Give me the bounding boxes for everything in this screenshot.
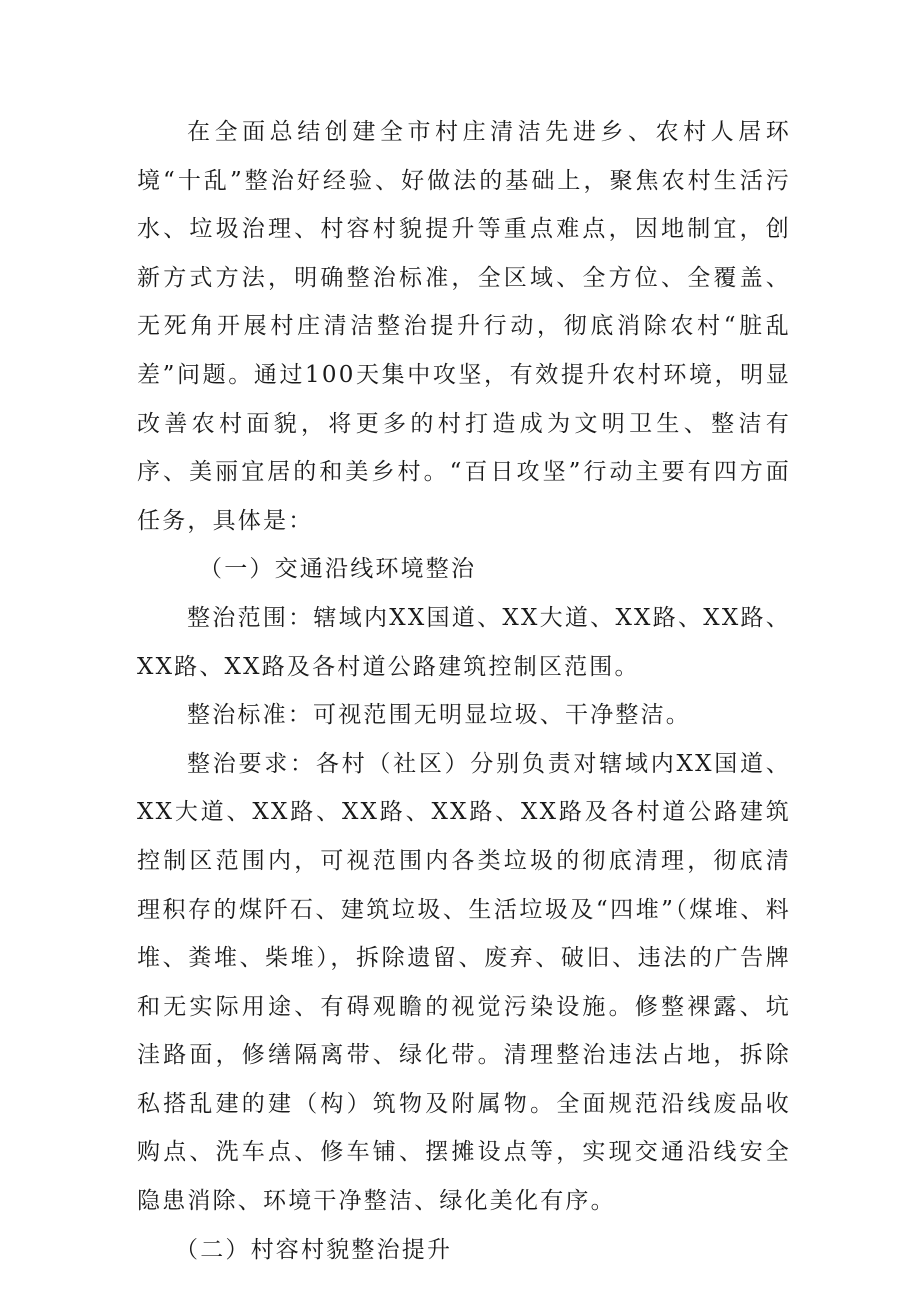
section-heading-2: （二）村容村貌整治提升 [175,1236,453,1263]
requirements-paragraph: 整治要求：各村（社区）分别负责对辖域内XX国道、XX大道、XX路、XX路、XX路、XX路及各村道公路建筑控制区范围内，可视范围内各类垃圾的彻底清理，彻底清理积存的煤阡石、建筑垃圾、生活垃圾及“四堆”（煤堆、料堆、粪堆、柴堆），拆除遗留、废弃、破旧、违法的广告牌和无实际用途、有碍观瞻的视觉污染设施。修整裸露、坑洼路面，修缮隔离带、绿化带。清理整治违法占地，拆除私搭乱建的建（构）筑物及附属物。全面规范沿线废品收购点、洗车点、修车铺、摆摊设点等，实现交通沿线安全隐患消除、环境干净整洁、绿化美化有序。 [137,750,791,1215]
document-body [137,108,791,1274]
section-heading-1: （一）交通沿线环境整治 [199,556,477,583]
standard-paragraph: 整治标准：可视范围无明显垃圾、干净整洁。 [187,702,691,729]
intro-paragraph: 在全面总结创建全市村庄清洁先进乡、农村人居环境“十乱”整治好经验、好做法的基础上，聚焦农村生活污水、垃圾治理、村容村貌提升等重点难点，因地制宜，创新方式方法，明确整治标准，全区域、全方位、全覆盖、无死角开展村庄清洁整治提升行动，彻底消除农村“脏乱差”问题。通过100天集中攻坚，有效提升农村环境，明显改善农村面貌，将更多的村打造成为文明卫生、整洁有序、美丽宜居的和美乡村。“百日攻坚”行动主要有四方面任务，具体是： [137,119,791,534]
scope-paragraph: 整治范围：辖域内XX国道、XX大道、XX路、XX路、XX路、XX路及各村道公路建筑控制区范围。 [137,604,791,680]
